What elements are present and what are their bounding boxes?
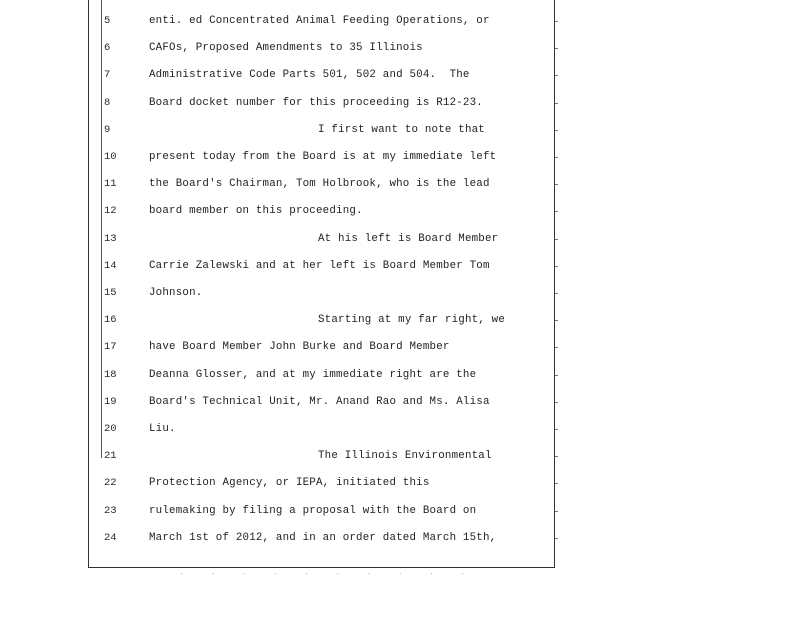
transcript-line bbox=[0, 446, 560, 466]
margin-tick bbox=[555, 347, 558, 348]
transcript-line bbox=[0, 11, 560, 31]
line-number: 6 bbox=[104, 42, 111, 55]
margin-tick bbox=[555, 429, 558, 430]
line-number: 19 bbox=[104, 395, 117, 408]
line-number: 14 bbox=[104, 259, 117, 272]
transcript-line bbox=[0, 65, 560, 85]
line-number: 9 bbox=[104, 123, 111, 136]
line-text: Administrative Code Parts 501, 502 and 504. The bbox=[149, 69, 470, 82]
margin-tick bbox=[555, 157, 558, 158]
footer-scan-noise: . . . . . . . . . . bbox=[180, 569, 477, 576]
line-text: present today from the Board is at my immediate left bbox=[149, 151, 497, 163]
margin-tick bbox=[555, 103, 558, 104]
line-text: enti. ed Concentrated Animal Feeding Operations, or bbox=[149, 15, 490, 27]
transcript-line bbox=[0, 501, 560, 521]
line-number: 11 bbox=[104, 178, 117, 191]
line-number: 15 bbox=[104, 287, 117, 299]
line-text: Deanna Glosser, and at my immediate right are the bbox=[149, 368, 477, 381]
margin-tick bbox=[555, 239, 558, 240]
margin-tick bbox=[555, 456, 558, 457]
transcript-line bbox=[0, 229, 560, 249]
transcript-line bbox=[0, 392, 560, 412]
transcript-line bbox=[0, 256, 560, 276]
margin-tick bbox=[555, 21, 558, 22]
transcript-line bbox=[0, 365, 560, 385]
line-number: 24 bbox=[104, 531, 117, 544]
line-text: Board docket number for this proceeding is R12-23. bbox=[149, 96, 483, 109]
line-number: 18 bbox=[104, 368, 117, 381]
line-text: board member on this proceeding. bbox=[149, 205, 363, 218]
transcript-line bbox=[0, 337, 560, 357]
line-text: the Board's Chairman, Tom Holbrook, who is the lead bbox=[149, 178, 490, 191]
transcript-line bbox=[0, 147, 560, 167]
transcript-line bbox=[0, 120, 560, 140]
margin-tick bbox=[555, 511, 558, 512]
line-number: 5 bbox=[104, 15, 111, 27]
line-number: 10 bbox=[104, 151, 117, 163]
margin-tick bbox=[555, 48, 558, 49]
line-text: Johnson. bbox=[149, 287, 203, 299]
line-text: Protection Agency, or IEPA, initiated this bbox=[149, 477, 430, 490]
line-number: 21 bbox=[104, 450, 117, 463]
transcript-line bbox=[0, 201, 560, 221]
line-number: 16 bbox=[104, 314, 117, 327]
bottom-rule bbox=[88, 567, 555, 568]
margin-tick bbox=[555, 266, 558, 267]
line-number: 17 bbox=[104, 341, 117, 354]
line-text: March 1st of 2012, and in an order dated March 15th, bbox=[149, 531, 497, 544]
transcript-line bbox=[0, 528, 560, 548]
margin-tick bbox=[555, 130, 558, 131]
line-text: rulemaking by filing a proposal with the Board on bbox=[149, 504, 477, 517]
margin-tick bbox=[555, 483, 558, 484]
transcript-line bbox=[0, 283, 560, 303]
margin-tick bbox=[555, 293, 558, 294]
line-number: 7 bbox=[104, 69, 111, 82]
line-number: 13 bbox=[104, 232, 117, 245]
transcript-line bbox=[0, 310, 560, 330]
margin-tick bbox=[555, 184, 558, 185]
line-text: At his left is Board Member bbox=[318, 232, 499, 245]
line-text: Liu. bbox=[149, 423, 176, 435]
margin-tick bbox=[555, 320, 558, 321]
line-text: Carrie Zalewski and at her left is Board Member Tom bbox=[149, 259, 490, 272]
transcript-line bbox=[0, 419, 560, 439]
margin-tick bbox=[555, 375, 558, 376]
transcript-line bbox=[0, 38, 560, 58]
transcript-line bbox=[0, 473, 560, 493]
margin-tick bbox=[555, 211, 558, 212]
line-number: 23 bbox=[104, 504, 117, 517]
line-text: I first want to note that bbox=[318, 123, 485, 136]
margin-tick bbox=[555, 538, 558, 539]
line-number: 8 bbox=[104, 96, 111, 109]
line-text: Starting at my far right, we bbox=[318, 314, 506, 327]
line-number: 12 bbox=[104, 205, 117, 218]
line-text: Board's Technical Unit, Mr. Anand Rao and Ms. Alisa bbox=[149, 395, 490, 408]
margin-tick bbox=[555, 402, 558, 403]
line-text: CAFOs, Proposed Amendments to 35 Illinois bbox=[149, 42, 423, 55]
transcript-line bbox=[0, 93, 560, 113]
line-text: have Board Member John Burke and Board Member bbox=[149, 341, 450, 354]
line-number: 22 bbox=[104, 477, 117, 490]
line-number: 20 bbox=[104, 423, 117, 435]
margin-tick bbox=[555, 75, 558, 76]
line-text: The Illinois Environmental bbox=[318, 450, 492, 463]
transcript-line bbox=[0, 174, 560, 194]
